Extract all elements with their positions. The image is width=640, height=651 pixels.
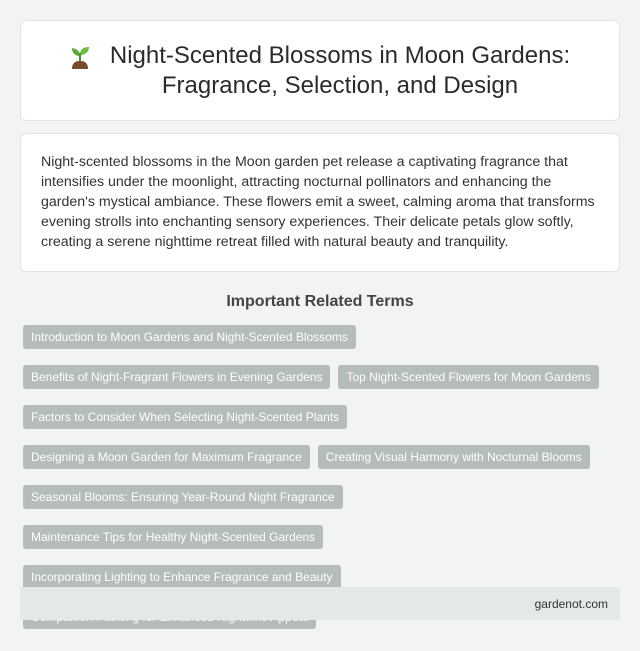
term-tag[interactable]: Top Night-Scented Flowers for Moon Gardens [338, 365, 598, 389]
term-tag[interactable]: Factors to Consider When Selecting Night-Scented Plants [23, 405, 347, 429]
term-tag[interactable]: Maintenance Tips for Healthy Night-Scented Gardens [23, 525, 323, 549]
related-terms-list [20, 325, 620, 629]
term-tag[interactable]: Incorporating Lighting to Enhance Fragrance and Beauty [23, 565, 341, 589]
footer [20, 587, 620, 620]
term-tag[interactable]: Benefits of Night-Fragrant Flowers in Evening Gardens [23, 365, 330, 389]
intro-paragraph: Night-scented blossoms in the Moon garden pet release a captivating fragrance that intensifies under the moonlight, attracting nocturnal pollinators and enhancing the garden's mystical ambiance. These flowers emit a sweet, calming aroma that transforms evening strolls into enchanting sensory experiences. Their delicate petals glow softly, creating a serene nighttime retreat filled with natural beauty and tranquility. [41, 154, 595, 250]
page-title: Night-Scented Blossoms in Moon Gardens: Fragrance, Selection, and Design [109, 41, 571, 99]
footer-site[interactable]: gardenot.com [534, 596, 608, 611]
terms-heading: Important Related Terms [226, 293, 414, 310]
title-card [20, 20, 620, 121]
term-tag[interactable]: Seasonal Blooms: Ensuring Year-Round Night Fragrance [23, 485, 343, 509]
intro-card [20, 133, 620, 272]
title-row [65, 41, 575, 101]
term-tag[interactable]: Introduction to Moon Gardens and Night-Scented Blossoms [23, 325, 356, 349]
term-tag[interactable]: Creating Visual Harmony with Nocturnal Blooms [318, 445, 590, 469]
sprout-icon [65, 42, 95, 72]
term-tag[interactable]: Designing a Moon Garden for Maximum Fragrance [23, 445, 310, 469]
